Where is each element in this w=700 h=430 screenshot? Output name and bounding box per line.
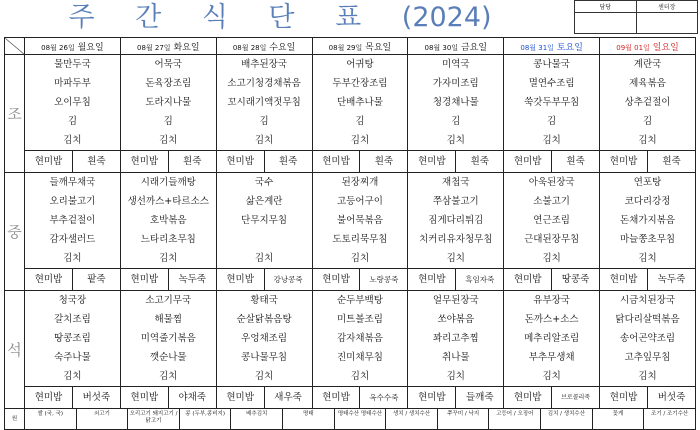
menu-item: 고추잎무침 [624, 352, 671, 363]
rice-label: 현미밥 [513, 274, 542, 285]
menu-item: 돈까스+소스 [524, 314, 579, 325]
day-date: 08월 30일 [424, 43, 459, 52]
menu-item: 진미채무침 [337, 352, 383, 363]
porridge-label: 땅콩죽 [551, 269, 599, 290]
rice-porridge-row [408, 268, 503, 290]
menu-items [121, 55, 216, 150]
day-weekday: 월요일 [77, 42, 104, 53]
menu-item: 청경채나물 [432, 97, 479, 108]
origin-item: 생치 / 생치수산 [385, 409, 437, 429]
menu-item: 소고기무국 [145, 295, 192, 306]
day-header [600, 38, 696, 55]
menu-cell [312, 55, 408, 173]
menu-item: 우엉채조림 [241, 333, 288, 344]
menu-item: 김치 [254, 253, 274, 264]
menu-item: 고등어구이 [337, 196, 383, 207]
day-date: 08월 26일 [41, 43, 75, 52]
menu-item: 미역줄기볶음 [140, 333, 196, 344]
menu-item: 순두부백탕 [337, 295, 383, 306]
menu-item: 김치 [254, 371, 274, 382]
menu-item: 된장찌개 [341, 177, 379, 188]
rice-porridge-row [313, 150, 408, 172]
day-date: 08월 29일 [328, 43, 363, 52]
porridge-label: 녹두죽 [647, 269, 695, 290]
origin-item: 쇠고기 [76, 409, 128, 429]
menu-item: 쏘야볶음 [437, 314, 475, 325]
menu-cell [216, 173, 312, 291]
rice-porridge-row [504, 268, 599, 290]
porridge-label: 흰죽 [72, 151, 120, 172]
menu-item: 도라지나물 [145, 97, 192, 108]
origin-item: 꽃게 [592, 409, 644, 429]
rice-label: 현미밥 [322, 156, 350, 167]
day-weekday: 수요일 [269, 42, 296, 53]
rice-label: 현미밥 [513, 156, 542, 167]
menu-cell [216, 291, 312, 409]
menu-item: 오리불고기 [49, 196, 96, 207]
menu-cell [408, 55, 504, 173]
rice-porridge-row [408, 150, 503, 172]
menu-items [217, 55, 312, 150]
porridge-label: 흰죽 [647, 151, 695, 172]
menu-cell [504, 291, 600, 409]
rice-porridge-row [313, 386, 408, 408]
menu-items [217, 291, 312, 386]
rice-label: 현미밥 [609, 392, 638, 403]
menu-item: 김치 [159, 253, 178, 264]
menu-item: 치커리유자청무침 [419, 234, 493, 245]
rice-porridge-row [408, 386, 503, 408]
day-header [216, 38, 312, 55]
day-header [25, 38, 121, 55]
menu-item: 배추된장국 [241, 59, 288, 70]
rice-label: 현미밥 [609, 156, 638, 167]
menu-items [600, 55, 695, 150]
menu-item: 김치 [350, 253, 370, 264]
origin-item: 배추김치 [230, 409, 282, 429]
menu-item: 소불고기 [533, 196, 570, 207]
menu-item: 김치 [542, 135, 561, 146]
porridge-label: 버섯죽 [72, 387, 120, 408]
rice-label: 현미밥 [322, 274, 350, 285]
menu-cell [312, 291, 408, 409]
rice-porridge-row [25, 386, 120, 408]
menu-items [217, 173, 312, 268]
rice-label: 현미밥 [34, 156, 63, 167]
rice-porridge-row [121, 150, 216, 172]
origin-item: 오리고기 돼지고기 / 닭고기 [127, 409, 179, 429]
menu-item: 김치 [350, 135, 370, 146]
menu-items [121, 173, 216, 268]
menu-item: 김치 [63, 135, 82, 146]
menu-items [600, 291, 695, 386]
menu-cell [600, 55, 696, 173]
menu-item: 순살닭볶음탕 [236, 314, 292, 325]
corner-cell [5, 38, 25, 55]
menu-item: 김치 [159, 371, 178, 382]
menu-item: 김치 [159, 135, 178, 146]
menu-item: 제육볶음 [629, 78, 666, 89]
menu-item: 코다리강정 [624, 196, 671, 207]
menu-item: 해물찜 [154, 314, 183, 325]
menu-cell [312, 173, 408, 291]
menu-items [313, 291, 408, 386]
menu-item: 두부간장조림 [332, 78, 388, 89]
origin-item: 명태수산 명태수산 [334, 409, 386, 429]
menu-cell [25, 291, 121, 409]
approval-box [574, 0, 698, 34]
menu-item: 쭈삼불고기 [432, 196, 479, 207]
menu-item: 꼬시래기액젓무침 [227, 97, 301, 108]
menu-cell [504, 173, 600, 291]
menu-cell [120, 55, 216, 173]
menu-items [408, 55, 503, 150]
rice-label: 현미밥 [226, 156, 254, 167]
day-weekday: 목요일 [365, 42, 392, 53]
menu-item: 김치 [254, 135, 274, 146]
rice-porridge-row [217, 150, 312, 172]
meal-row [5, 55, 696, 173]
menu-item: 김치 [350, 371, 370, 382]
day-header [504, 38, 600, 55]
menu-item: 부추무생채 [528, 352, 575, 363]
rice-porridge-row [121, 386, 216, 408]
day-date: 08월 28일 [232, 43, 267, 52]
day-weekday: 화요일 [173, 42, 200, 53]
menu-item: 김치 [638, 253, 657, 264]
menu-item [217, 230, 312, 249]
porridge-label: 새우죽 [264, 387, 312, 408]
meal-label: 석 [5, 291, 25, 409]
rice-label: 현미밥 [226, 392, 254, 403]
porridge-label: 흰죽 [455, 151, 503, 172]
menu-item: 유부장국 [533, 295, 570, 306]
rice-label: 현미밥 [418, 156, 446, 167]
rice-label: 현미밥 [34, 392, 63, 403]
menu-item: 연포탕 [633, 177, 662, 188]
menu-cell [216, 55, 312, 173]
day-weekday: 금요일 [460, 42, 488, 53]
day-date: 08월 31일 [520, 43, 554, 52]
menu-cell [25, 55, 121, 173]
menu-item: 김치 [446, 371, 465, 382]
approval-director-label: 센터장 [636, 1, 698, 13]
menu-items [408, 291, 503, 386]
menu-item: 김치 [63, 371, 82, 382]
menu-item: 얼무된장국 [432, 295, 479, 306]
porridge-label: 옥수수죽 [359, 387, 407, 408]
meal-label: 조 [5, 55, 25, 173]
menu-item: 시금치된장국 [620, 295, 676, 306]
approval-manager-sign [575, 13, 637, 34]
menu-item: 김 [547, 116, 557, 127]
approval-director-sign [636, 13, 698, 34]
menu-items [504, 55, 599, 150]
meal-row [5, 291, 696, 409]
origin-item: 고등어 / 오징어 [488, 409, 540, 429]
rice-label: 현미밥 [34, 274, 63, 285]
origin-row [5, 409, 696, 430]
menu-item: 감자채볶음 [337, 333, 383, 344]
menu-item: 꽈리고추찜 [432, 333, 479, 344]
menu-item: 콩나물국 [533, 59, 570, 70]
menu-items [121, 291, 216, 386]
menu-item: 오이무침 [54, 97, 91, 108]
menu-item: 메추리알조림 [524, 333, 580, 344]
menu-items [25, 173, 120, 268]
menu-item: 김치 [638, 135, 657, 146]
menu-item: 삶은계란 [245, 196, 283, 207]
menu-item: 들깨무채국 [49, 177, 96, 188]
menu-item: 계란국 [633, 59, 662, 70]
origin-cells [25, 409, 696, 430]
menu-items [408, 173, 503, 268]
menu-items [600, 173, 695, 268]
origin-item: 쌀 (국, 국) [37, 411, 64, 417]
menu-item: 쑥갓두부무침 [524, 97, 580, 108]
menu-cell [600, 173, 696, 291]
menu-item: 시래기들깨탕 [140, 177, 196, 188]
menu-item: 콩나물무침 [241, 352, 288, 363]
menu-item: 취나물 [442, 352, 470, 363]
origin-item: 명태 [282, 409, 334, 429]
origin-item: 조기 / 조기수산 [643, 409, 695, 429]
rice-porridge-row [504, 386, 599, 408]
rice-porridge-row [25, 150, 120, 172]
menu-item: 아욱된장국 [528, 177, 575, 188]
rice-porridge-row [504, 150, 599, 172]
menu-item: 도토리묵무침 [332, 234, 388, 245]
menu-item: 어귀탕 [346, 59, 374, 70]
menu-item: 부추겉절이 [49, 215, 96, 226]
rice-label: 현미밥 [513, 392, 542, 403]
rice-label: 현미밥 [418, 392, 446, 403]
origin-label: 원 [5, 409, 25, 430]
menu-item: 가자미조림 [432, 78, 479, 89]
meal-label: 중 [5, 173, 25, 291]
menu-item: 땅콩조림 [54, 333, 91, 344]
porridge-label: 팥죽 [72, 269, 120, 290]
porridge-label: 흰죽 [359, 151, 407, 172]
menu-item: 감자샐러드 [49, 234, 96, 245]
menu-item: 어묵국 [154, 59, 183, 70]
menu-item: 숙주나물 [54, 352, 91, 363]
page-title: 주 간 식 단 표 (2024) [68, 2, 492, 33]
rice-porridge-row [600, 150, 695, 172]
rice-label: 현미밥 [226, 274, 254, 285]
rice-label: 현미밥 [609, 274, 638, 285]
menu-item: 생선까스+타르소스 [127, 196, 209, 207]
menu-item: 김치 [542, 371, 561, 382]
menu-item: 김치 [446, 135, 465, 146]
porridge-label: 노랑콩죽 [359, 269, 407, 290]
day-date: 09월 01일 [616, 43, 650, 52]
menu-item: 미역국 [442, 59, 470, 70]
rice-porridge-row [25, 268, 120, 290]
rice-porridge-row [121, 268, 216, 290]
menu-items [504, 173, 599, 268]
menu-item: 돈채가지볶음 [620, 215, 676, 226]
menu-item: 국수 [254, 177, 274, 188]
menu-item: 김치 [542, 253, 561, 264]
menu-items [504, 291, 599, 386]
menu-cell [25, 173, 121, 291]
menu-item: 불어묵볶음 [337, 215, 383, 226]
menu-item: 상추겉절이 [624, 97, 671, 108]
menu-items [25, 291, 120, 386]
menu-cell [408, 173, 504, 291]
porridge-label: 브로콜리죽 [551, 387, 599, 408]
menu-item: 김치 [638, 371, 657, 382]
porridge-label: 흰죽 [264, 151, 312, 172]
menu-cell [120, 173, 216, 291]
porridge-label: 버섯죽 [647, 387, 695, 408]
menu-item: 재첩국 [442, 177, 470, 188]
day-header [408, 38, 504, 55]
menu-item: 호박볶음 [149, 215, 187, 226]
rice-porridge-row [217, 386, 312, 408]
day-weekday: 토요일 [556, 42, 583, 53]
menu-item: 갈치조림 [54, 314, 91, 325]
menu-item: 김치 [446, 253, 465, 264]
day-weekday: 일요일 [652, 42, 679, 53]
menu-item: 짐게다리튀김 [428, 215, 484, 226]
menu-items [25, 55, 120, 150]
menu-item: 김 [451, 116, 461, 127]
menu-item: 물만두국 [54, 59, 91, 70]
menu-item: 멸연수조림 [528, 78, 575, 89]
meal-row [5, 173, 696, 291]
rice-label: 현미밥 [418, 274, 446, 285]
menu-item: 근대된장무침 [524, 234, 580, 245]
origin-item: 콩 (두부,콩비지) [179, 409, 231, 429]
rice-label: 현미밥 [130, 156, 159, 167]
menu-item: 김 [259, 116, 269, 127]
porridge-label: 녹두죽 [168, 269, 216, 290]
rice-label: 현미밥 [130, 274, 159, 285]
rice-porridge-row [217, 268, 312, 290]
menu-item: 김 [67, 116, 78, 127]
menu-cell [600, 291, 696, 409]
porridge-label: 흑임자죽 [455, 269, 503, 290]
porridge-label: 흰죽 [168, 151, 216, 172]
menu-item: 황태국 [250, 295, 278, 306]
menu-item: 마파두부 [54, 78, 91, 89]
porridge-label: 들깨죽 [455, 387, 503, 408]
menu-item: 단무지무침 [241, 215, 288, 226]
menu-items [313, 55, 408, 150]
menu-item: 닭다리살떡볶음 [615, 314, 680, 325]
porridge-label: 야채죽 [168, 387, 216, 408]
rice-porridge-row [600, 268, 695, 290]
origin-item: 쭈꾸미 / 낙지 [437, 409, 489, 429]
porridge-label: 흰죽 [551, 151, 599, 172]
menu-item: 연근조림 [533, 215, 570, 226]
menu-item: 김 [355, 116, 365, 127]
menu-item: 마늘쫑초무침 [620, 234, 676, 245]
day-header [312, 38, 408, 55]
menu-item: 김치 [63, 253, 82, 264]
porridge-label: 강낭콩죽 [264, 269, 312, 290]
menu-item: 미트볼조림 [337, 314, 383, 325]
menu-item: 깻순나물 [149, 352, 187, 363]
date-header-row [5, 38, 696, 55]
menu-item: 돈육장조림 [145, 78, 192, 89]
menu-cell [120, 291, 216, 409]
approval-manager-label: 담당 [575, 1, 637, 13]
menu-item: 김 [642, 116, 653, 127]
rice-label: 현미밥 [322, 392, 350, 403]
rice-porridge-row [313, 268, 408, 290]
menu-item: 김 [163, 116, 173, 127]
origin-item: 김치 / 생치수산 [540, 409, 592, 429]
rice-label: 현미밥 [130, 392, 159, 403]
menu-item: 소고기청경채볶음 [227, 78, 301, 89]
menu-items [313, 173, 408, 268]
rice-porridge-row [600, 386, 695, 408]
weekly-menu-table [4, 37, 696, 430]
menu-item: 단배추나물 [337, 97, 383, 108]
menu-item: 청국장 [58, 295, 87, 306]
menu-cell [408, 291, 504, 409]
menu-item: 송어곤약조림 [620, 333, 676, 344]
day-header [120, 38, 216, 55]
menu-cell [504, 55, 600, 173]
day-date: 08월 27일 [136, 43, 171, 52]
menu-item: 느타리초무침 [140, 234, 196, 245]
